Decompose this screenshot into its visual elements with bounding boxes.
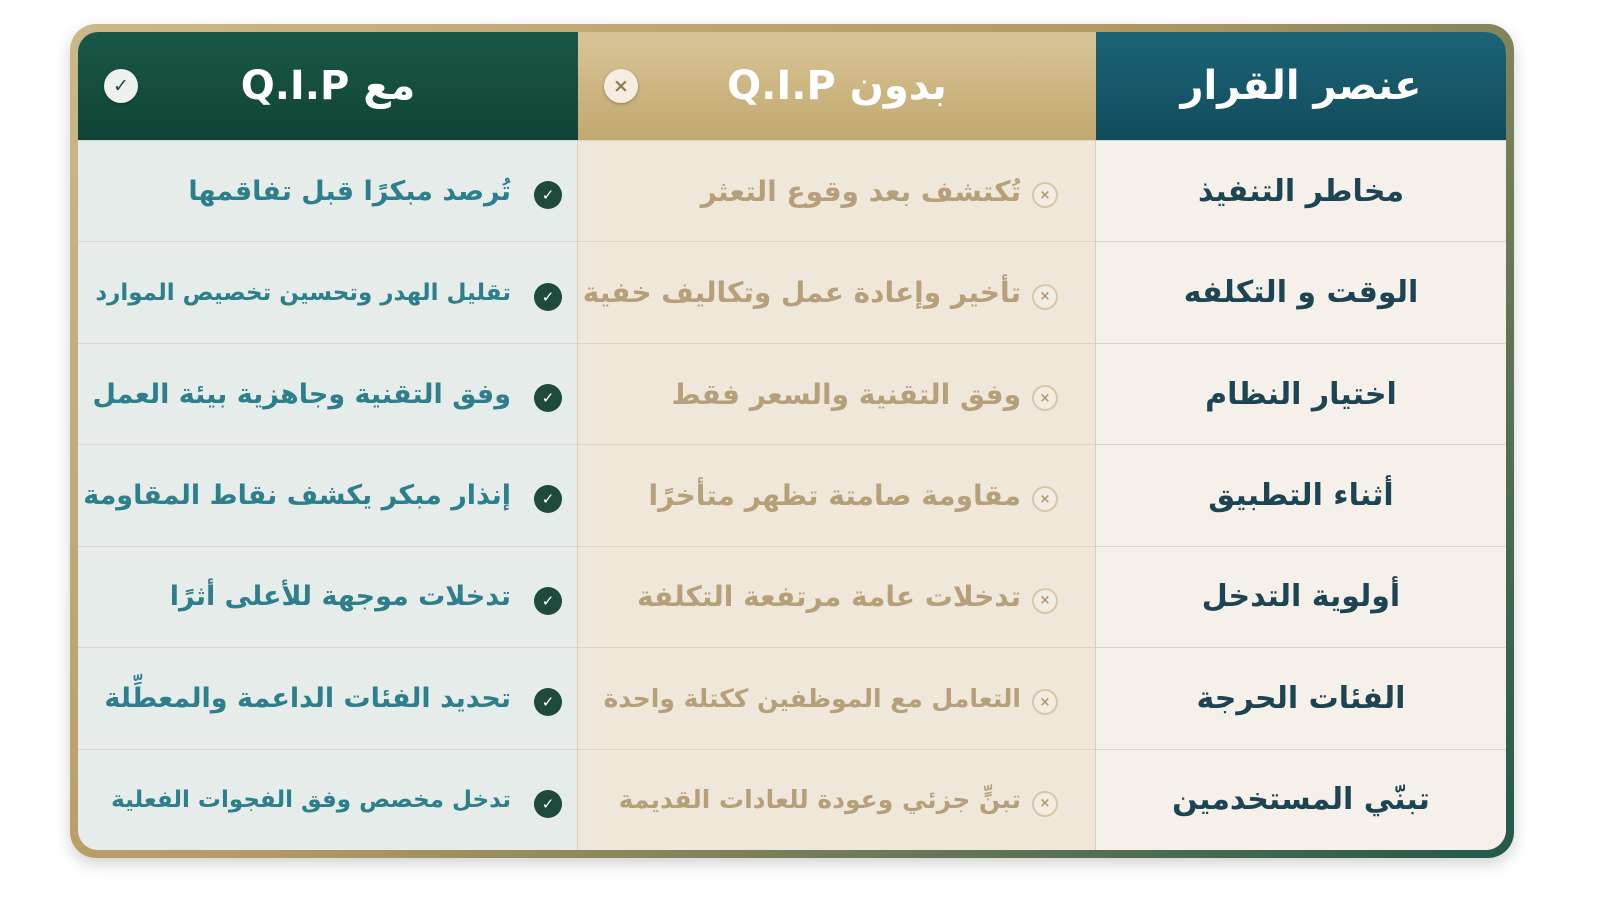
without-qip-cell <box>578 749 1096 850</box>
header-without-qip-title: بدون Q.I.P <box>727 63 947 109</box>
with-qip-text: تحديد الفئات الداعمة والمعطِّلة <box>104 682 511 714</box>
x-circle-icon: × <box>1032 486 1058 512</box>
with-qip-cell <box>78 444 578 545</box>
check-circle-icon: ✓ <box>104 69 138 103</box>
decision-element-cell <box>1096 546 1506 647</box>
decision-element-text: الوقت و التكلفه <box>1183 275 1419 311</box>
x-circle-icon: × <box>1032 284 1058 310</box>
with-qip-cell <box>78 546 578 647</box>
check-circle-icon: ✓ <box>534 181 562 209</box>
without-qip-text: تدخلات عامة مرتفعة التكلفة <box>636 580 1021 614</box>
header-decision-element-title: عنصر القرار <box>1180 63 1422 109</box>
with-qip-cell <box>78 140 578 241</box>
x-circle-icon: × <box>1032 588 1058 614</box>
decision-element-cell <box>1096 140 1506 241</box>
header-decision-element <box>1096 32 1506 140</box>
without-qip-cell <box>578 444 1096 545</box>
without-qip-cell <box>578 140 1096 241</box>
with-qip-cell <box>78 647 578 748</box>
x-circle-icon: × <box>1032 385 1058 411</box>
with-qip-cell <box>78 749 578 850</box>
without-qip-text: تُكتشف بعد وقوع التعثر <box>700 174 1021 208</box>
without-qip-cell <box>578 546 1096 647</box>
without-qip-text: التعامل مع الموظفين ككتلة واحدة <box>603 683 1021 713</box>
with-qip-text: وفق التقنية وجاهزية بيئة العمل <box>92 378 511 410</box>
check-circle-icon: ✓ <box>534 688 562 716</box>
decision-element-text: مخاطر التنفيذ <box>1197 173 1405 209</box>
x-circle-icon: × <box>1032 689 1058 715</box>
with-qip-text: تُرصد مبكرًا قبل تفاقمها <box>188 175 511 207</box>
without-qip-cell <box>578 241 1096 342</box>
without-qip-text: وفق التقنية والسعر فقط <box>671 377 1021 411</box>
decision-element-cell <box>1096 444 1506 545</box>
x-circle-icon: × <box>1032 182 1058 208</box>
with-qip-cell <box>78 343 578 444</box>
check-circle-icon: ✓ <box>534 384 562 412</box>
check-circle-icon: ✓ <box>534 790 562 818</box>
decision-element-cell <box>1096 749 1506 850</box>
decision-element-text: أولوية التدخل <box>1201 579 1401 615</box>
x-circle-icon: × <box>604 69 638 103</box>
header-with-qip <box>78 32 578 140</box>
decision-element-text: أثناء التطبيق <box>1208 477 1394 513</box>
without-qip-text: تبنٍّ جزئي وعودة للعادات القديمة <box>618 785 1021 815</box>
with-qip-text: إنذار مبكر يكشف نقاط المقاومة <box>83 479 511 511</box>
without-qip-text: مقاومة صامتة تظهر متأخرًا <box>648 478 1021 512</box>
decision-element-text: اختيار النظام <box>1205 376 1397 412</box>
check-circle-icon: ✓ <box>534 485 562 513</box>
with-qip-text: تدخلات موجهة للأعلى أثرًا <box>169 581 511 613</box>
x-circle-icon: × <box>1032 791 1058 817</box>
decision-element-text: الفئات الحرجة <box>1196 680 1406 716</box>
without-qip-cell <box>578 343 1096 444</box>
with-qip-text: تدخل مخصص وفق الفجوات الفعلية <box>111 786 511 813</box>
decision-element-text: تبنّي المستخدمين <box>1172 782 1430 818</box>
check-circle-icon: ✓ <box>534 283 562 311</box>
with-qip-cell <box>78 241 578 342</box>
check-circle-icon: ✓ <box>534 587 562 615</box>
with-qip-text: تقليل الهدر وتحسين تخصيص الموارد <box>95 279 511 306</box>
without-qip-text: تأخير وإعادة عمل وتكاليف خفية <box>582 276 1021 310</box>
without-qip-cell <box>578 647 1096 748</box>
header-without-qip <box>578 32 1096 140</box>
decision-element-cell <box>1096 241 1506 342</box>
header-with-qip-title: مع Q.I.P <box>240 63 416 109</box>
decision-element-cell <box>1096 343 1506 444</box>
comparison-table <box>78 32 1506 850</box>
decision-element-cell <box>1096 647 1506 748</box>
